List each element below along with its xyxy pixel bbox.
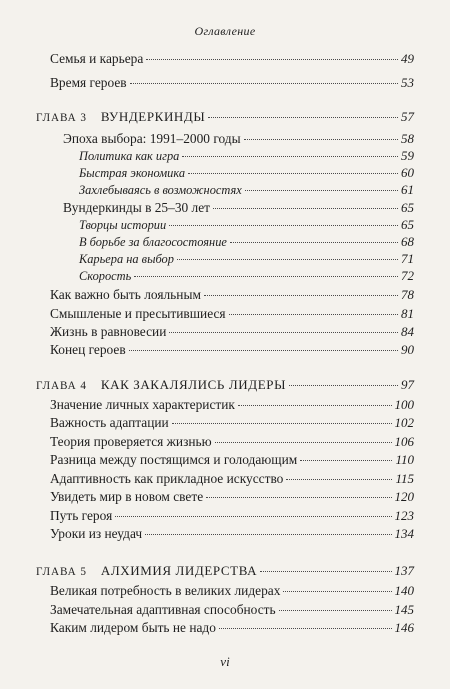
toc-page-number: 68 [401, 234, 414, 249]
dot-leader [289, 385, 398, 386]
toc-page-number: 57 [401, 109, 414, 124]
toc-page-number: 110 [395, 452, 414, 467]
dot-leader [215, 442, 392, 443]
toc-page-number: 134 [394, 526, 414, 541]
toc-entry-title: Быстрая экономика [79, 166, 186, 180]
toc-entry-title: Как важно быть лояльным [50, 287, 201, 302]
toc-page-number: 71 [401, 251, 414, 266]
toc-page-number: 115 [395, 471, 414, 486]
toc-page-number: 145 [394, 602, 414, 617]
dot-leader [204, 295, 398, 296]
toc-entry [50, 50, 414, 67]
toc-entry [79, 216, 414, 234]
page-number: vi [220, 654, 230, 669]
toc-page-number: 61 [401, 182, 414, 197]
toc-entry [50, 488, 414, 505]
dot-leader [208, 117, 398, 118]
toc-page-number: 100 [394, 397, 414, 412]
toc-entry [50, 582, 414, 599]
toc-entry-title: Карьера на выбор [79, 252, 174, 266]
dot-leader [129, 350, 398, 351]
toc-entry-title: Разница между постящимся и голодающим [50, 452, 298, 467]
dot-leader [146, 59, 398, 60]
toc-entry-title: Политика как игра [79, 149, 180, 163]
chapter-label: ГЛАВА 5 [36, 566, 87, 578]
toc-entry [50, 525, 414, 542]
toc-entry-title: Жизнь в равновесии [50, 324, 167, 339]
toc-entry [50, 451, 414, 468]
dot-leader [213, 208, 398, 209]
chapter-title: АЛХИМИЯ ЛИДЕРСТВА [100, 563, 258, 578]
toc-page-number: 137 [394, 563, 414, 578]
dot-leader [182, 156, 398, 157]
toc-chapter-heading [36, 376, 414, 395]
toc-entry-title: Захлебываясь в возможностях [79, 183, 242, 197]
chapter-label: ГЛАВА 4 [36, 380, 87, 392]
toc-entry-title: Вундеркинды в 25–30 лет [63, 200, 211, 215]
toc-page-number: 146 [394, 620, 414, 635]
dot-leader [206, 497, 391, 498]
toc-entry-title: Теория проверяется жизнью [50, 434, 212, 449]
dot-leader [283, 591, 391, 592]
dot-leader [145, 534, 391, 535]
toc-page-number: 60 [401, 165, 414, 180]
toc-entry [50, 323, 414, 340]
toc-entry [50, 414, 414, 431]
running-head: Оглавление [194, 24, 256, 38]
toc-entry-title: Великая потребность в великих лидерах [50, 583, 281, 598]
toc-page-number: 58 [401, 131, 414, 146]
chapter-title: ВУНДЕРКИНДЫ [100, 109, 206, 124]
chapter-title: КАК ЗАКАЛЯЛИСЬ ЛИДЕРЫ [100, 377, 287, 392]
dot-leader [177, 259, 398, 260]
toc-entry [50, 396, 414, 413]
toc-entry [79, 250, 414, 268]
toc-page-number: 140 [394, 583, 414, 598]
toc-entry-title: Значение личных характеристик [50, 397, 235, 412]
toc-entry-title: Путь героя [50, 508, 113, 523]
toc-entry-title: В борьбе за благосостояние [79, 235, 227, 249]
dot-leader [115, 516, 391, 517]
toc-entry-title: Важность адаптации [50, 415, 169, 430]
toc-entry-title: Каким лидером быть не надо [50, 620, 216, 635]
toc-entry-title: Конец героев [50, 342, 126, 357]
toc-entry [50, 433, 414, 450]
toc-page-number: 49 [401, 51, 414, 66]
toc-entry [50, 341, 414, 358]
dot-leader [134, 276, 398, 277]
dot-leader [169, 332, 398, 333]
toc-page-number: 97 [401, 377, 414, 392]
toc-entry [79, 181, 414, 199]
toc-entry-title: Время героев [50, 75, 127, 90]
toc-entry-title: Адаптивность как прикладное искусство [50, 471, 284, 486]
dot-leader [219, 628, 392, 629]
toc-entry [79, 267, 414, 285]
toc-page-number: 84 [401, 324, 414, 339]
toc-entry-title: Уроки из неудач [50, 526, 143, 541]
toc-entry-title: Скорость [79, 269, 132, 283]
toc-page-number: 78 [401, 287, 414, 302]
toc-page-number: 53 [401, 75, 414, 90]
toc-entry [63, 199, 414, 216]
toc-page-number: 123 [394, 508, 414, 523]
toc-entry [50, 470, 414, 487]
toc-entry [50, 601, 414, 618]
toc-chapter-heading [36, 562, 414, 581]
toc-entry [79, 164, 414, 182]
toc-entry [50, 507, 414, 524]
toc-entry-title: Замечательная адаптивная способность [50, 602, 276, 617]
toc-entry [63, 130, 414, 147]
dot-leader [286, 479, 392, 480]
toc-entry [50, 619, 414, 636]
chapter-label: ГЛАВА 3 [36, 112, 87, 124]
toc-entry [50, 74, 414, 91]
dot-leader [244, 139, 398, 140]
dot-leader [300, 460, 392, 461]
dot-leader [130, 83, 398, 84]
toc-entry-title: Творцы истории [79, 218, 167, 232]
toc-chapter-heading [36, 108, 414, 127]
toc-entry-title: Увидеть мир в новом свете [50, 489, 204, 504]
dot-leader [230, 242, 398, 243]
dot-leader [169, 225, 398, 226]
dot-leader [238, 405, 392, 406]
dot-leader [245, 190, 398, 191]
toc-page-number: 65 [401, 217, 414, 232]
toc-entry [50, 286, 414, 303]
toc-page-number: 81 [401, 306, 414, 321]
dot-leader [188, 173, 398, 174]
toc-page-number: 90 [401, 342, 414, 357]
dot-leader [260, 571, 391, 572]
toc-entry [50, 305, 414, 322]
toc-page-number: 102 [394, 415, 414, 430]
dot-leader [229, 314, 398, 315]
toc-page-number: 59 [401, 148, 414, 163]
toc-page-number: 106 [394, 434, 414, 449]
toc-page-number: 72 [401, 268, 414, 283]
toc-page-number: 120 [394, 489, 414, 504]
toc-entry-title: Эпоха выбора: 1991–2000 годы [63, 131, 241, 146]
dot-leader [172, 423, 392, 424]
toc-page-number: 65 [401, 200, 414, 215]
toc-entry [79, 233, 414, 251]
toc-entry [79, 147, 414, 165]
toc-entry-title: Смышленые и пресытившиеся [50, 306, 226, 321]
toc-entry-title: Семья и карьера [50, 51, 144, 66]
dot-leader [279, 610, 392, 611]
